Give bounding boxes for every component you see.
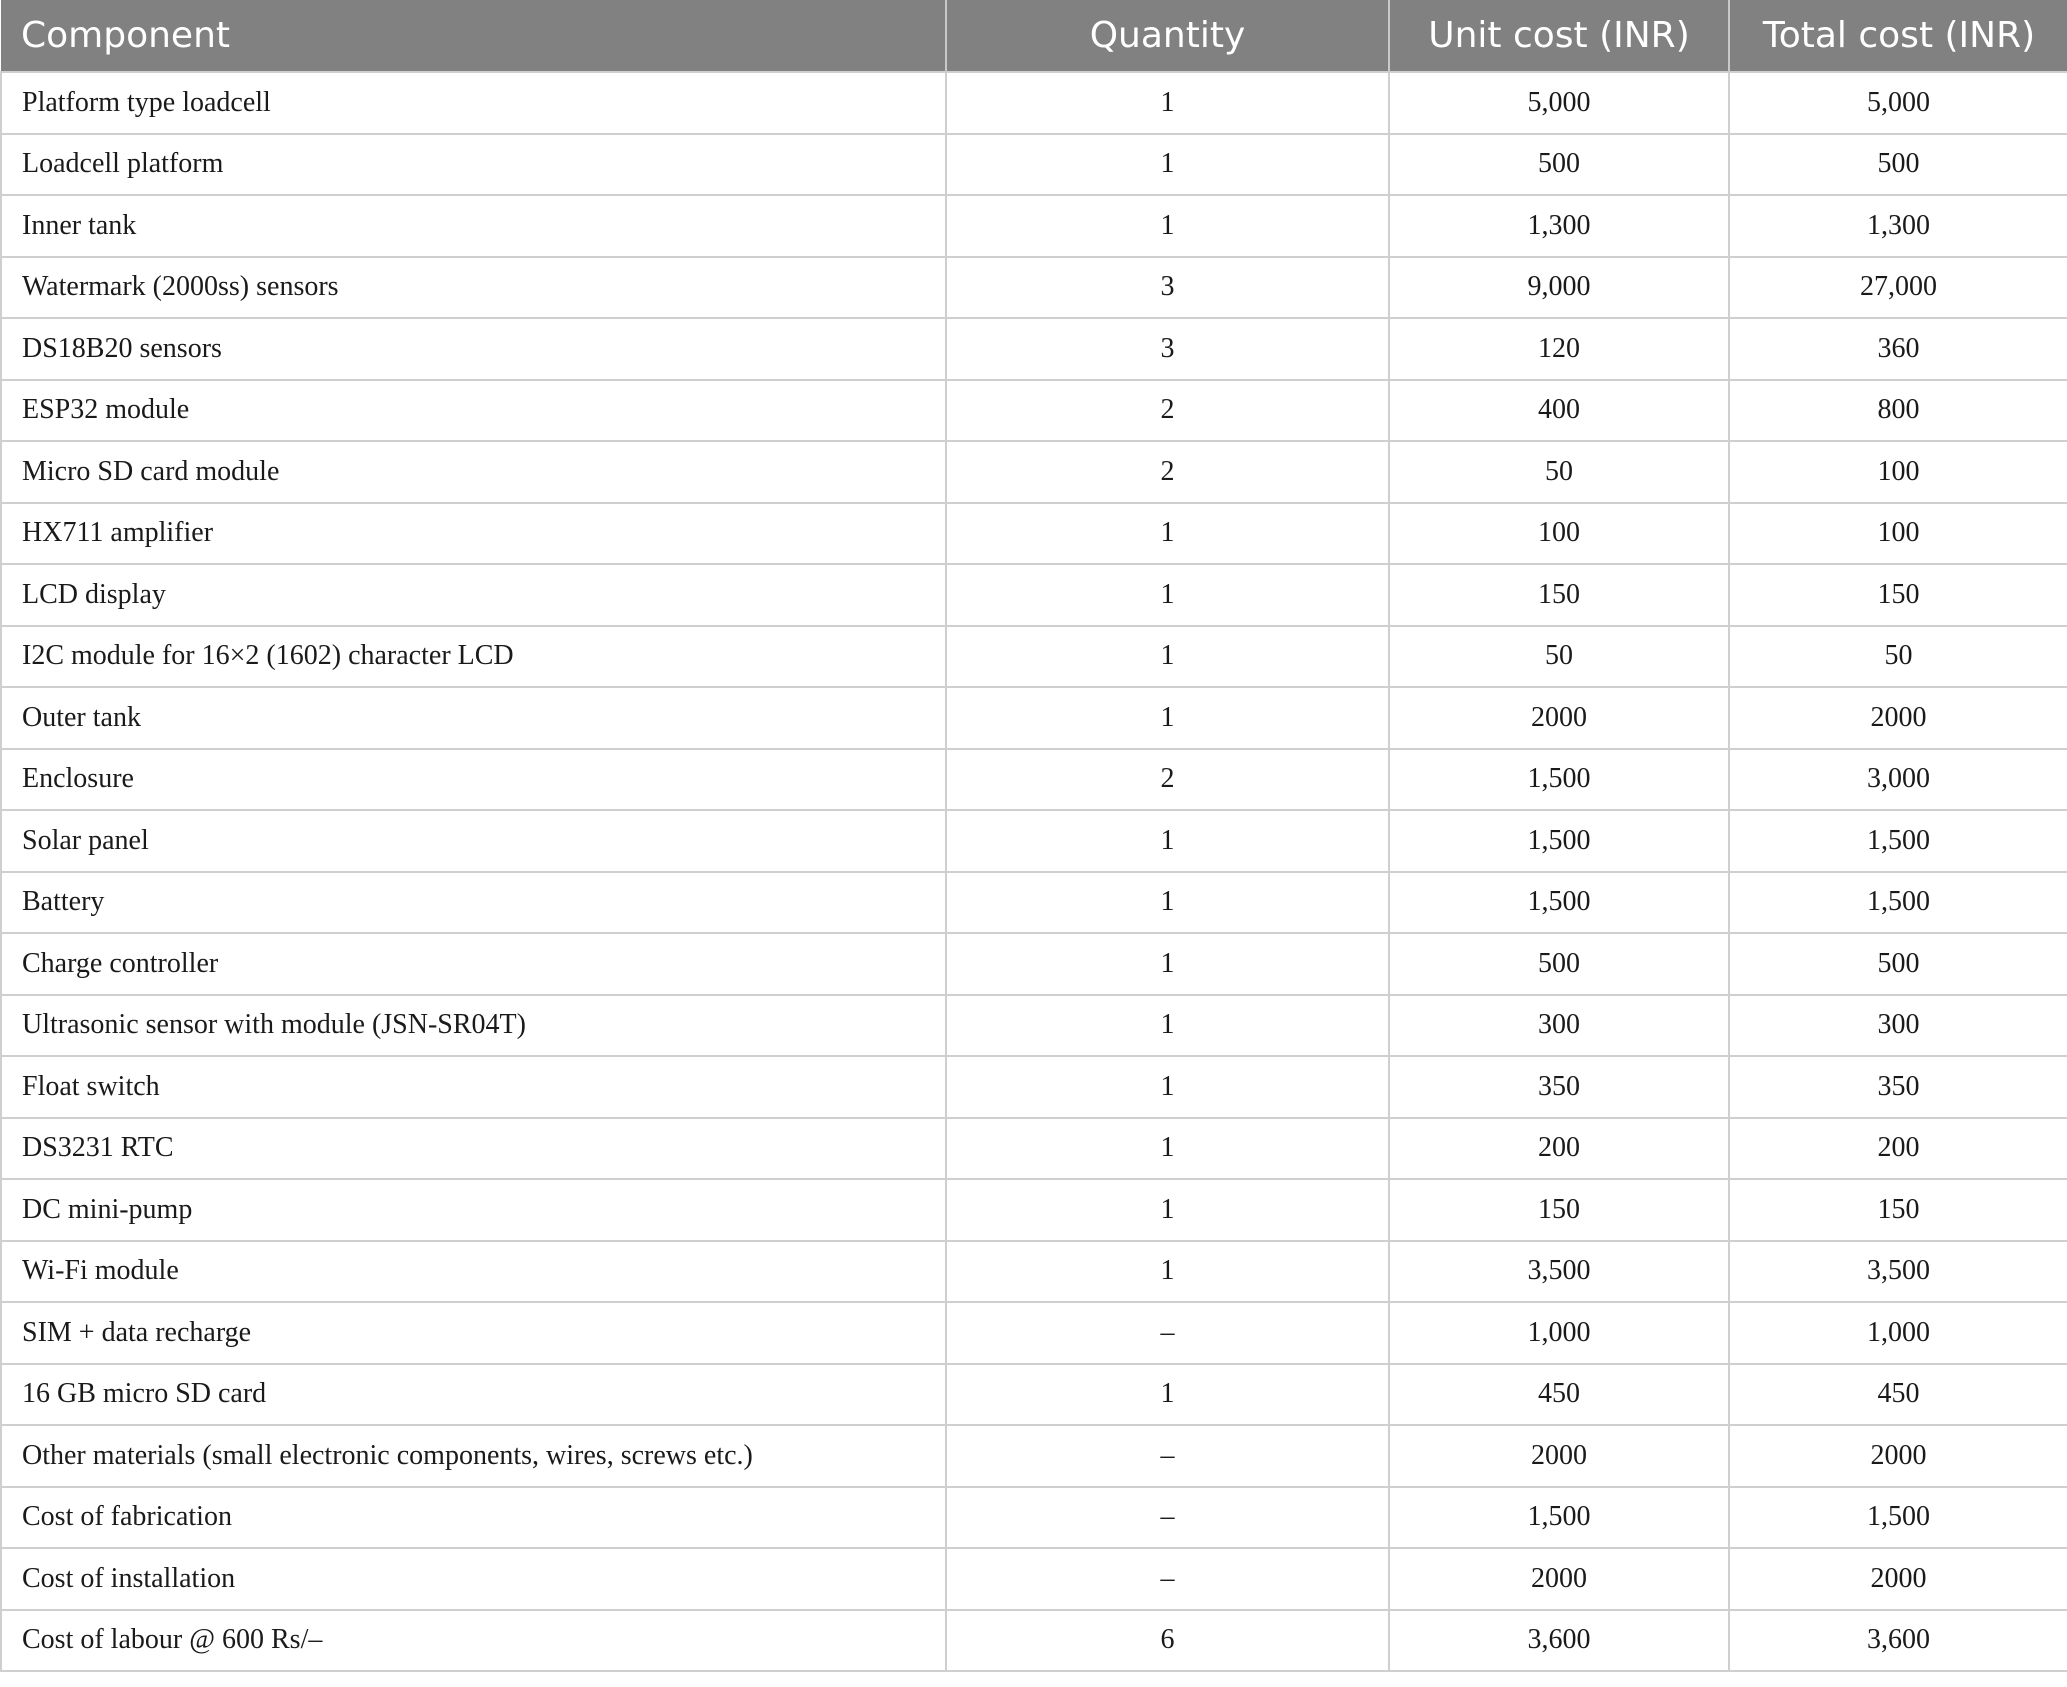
cell-unit-cost: 350	[1389, 1056, 1729, 1118]
table-header	[1, 0, 2067, 72]
table-row	[1, 995, 2067, 1057]
cell-total-cost: 1,500	[1729, 810, 2067, 872]
table-row	[1, 503, 2067, 565]
cell-quantity: 1	[946, 1056, 1389, 1118]
cell-quantity: –	[946, 1302, 1389, 1364]
header-total-cost: Total cost (INR)	[1729, 0, 2067, 72]
cell-component: SIM + data recharge	[1, 1302, 946, 1364]
cell-component: DC mini-pump	[1, 1179, 946, 1241]
cell-quantity: 1	[946, 810, 1389, 872]
cell-quantity: 2	[946, 380, 1389, 442]
cell-total-cost: 100	[1729, 503, 2067, 565]
cell-quantity: 1	[946, 195, 1389, 257]
table-row	[1, 626, 2067, 688]
cell-total-cost: 100	[1729, 441, 2067, 503]
cell-total-cost: 2000	[1729, 1548, 2067, 1610]
table-row	[1, 872, 2067, 934]
cell-total-cost: 200	[1729, 1118, 2067, 1180]
cell-component: Enclosure	[1, 749, 946, 811]
table-row	[1, 1118, 2067, 1180]
cell-total-cost: 500	[1729, 134, 2067, 196]
cell-total-cost: 3,500	[1729, 1241, 2067, 1303]
cell-quantity: 1	[946, 1118, 1389, 1180]
table-row	[1, 1364, 2067, 1426]
cell-total-cost: 800	[1729, 380, 2067, 442]
table-row	[1, 1487, 2067, 1549]
cell-total-cost: 1,500	[1729, 872, 2067, 934]
cell-component: Charge controller	[1, 933, 946, 995]
cell-component: I2C module for 16×2 (1602) character LCD	[1, 626, 946, 688]
cell-quantity: –	[946, 1425, 1389, 1487]
cell-unit-cost: 200	[1389, 1118, 1729, 1180]
cell-component: Watermark (2000ss) sensors	[1, 257, 946, 319]
cell-total-cost: 350	[1729, 1056, 2067, 1118]
cell-unit-cost: 3,500	[1389, 1241, 1729, 1303]
cell-quantity: 1	[946, 503, 1389, 565]
table-row	[1, 810, 2067, 872]
cell-total-cost: 2000	[1729, 687, 2067, 749]
cell-component: Wi-Fi module	[1, 1241, 946, 1303]
cell-unit-cost: 3,600	[1389, 1610, 1729, 1672]
cell-unit-cost: 2000	[1389, 1548, 1729, 1610]
cell-unit-cost: 1,500	[1389, 749, 1729, 811]
cell-quantity: 1	[946, 1179, 1389, 1241]
cell-component: Battery	[1, 872, 946, 934]
cell-total-cost: 50	[1729, 626, 2067, 688]
table-row	[1, 1056, 2067, 1118]
cell-component: Micro SD card module	[1, 441, 946, 503]
cell-unit-cost: 9,000	[1389, 257, 1729, 319]
cell-unit-cost: 400	[1389, 380, 1729, 442]
cell-unit-cost: 300	[1389, 995, 1729, 1057]
cell-component: ESP32 module	[1, 380, 946, 442]
cell-unit-cost: 1,000	[1389, 1302, 1729, 1364]
cell-total-cost: 3,600	[1729, 1610, 2067, 1672]
cell-total-cost: 500	[1729, 933, 2067, 995]
cell-total-cost: 1,000	[1729, 1302, 2067, 1364]
table-row	[1, 134, 2067, 196]
cell-total-cost: 300	[1729, 995, 2067, 1057]
cell-quantity: 1	[946, 1364, 1389, 1426]
cell-unit-cost: 150	[1389, 564, 1729, 626]
cell-component: Inner tank	[1, 195, 946, 257]
table-row	[1, 195, 2067, 257]
cell-total-cost: 150	[1729, 1179, 2067, 1241]
table-body	[1, 72, 2067, 1671]
cell-component: Cost of fabrication	[1, 1487, 946, 1549]
cell-unit-cost: 5,000	[1389, 72, 1729, 134]
cell-unit-cost: 500	[1389, 933, 1729, 995]
cell-quantity: –	[946, 1487, 1389, 1549]
cell-quantity: 1	[946, 134, 1389, 196]
table-row	[1, 687, 2067, 749]
table-row	[1, 257, 2067, 319]
cell-quantity: 1	[946, 872, 1389, 934]
cell-total-cost: 1,300	[1729, 195, 2067, 257]
cell-component: Outer tank	[1, 687, 946, 749]
header-quantity: Quantity	[946, 0, 1389, 72]
cell-component: Platform type loadcell	[1, 72, 946, 134]
cell-total-cost: 5,000	[1729, 72, 2067, 134]
cell-quantity: 3	[946, 318, 1389, 380]
table-row	[1, 564, 2067, 626]
cell-quantity: 1	[946, 995, 1389, 1057]
cell-component: LCD display	[1, 564, 946, 626]
table-row	[1, 441, 2067, 503]
cell-component: HX711 amplifier	[1, 503, 946, 565]
cell-total-cost: 150	[1729, 564, 2067, 626]
table-row	[1, 380, 2067, 442]
table-row	[1, 1610, 2067, 1672]
cell-component: Loadcell platform	[1, 134, 946, 196]
table-row	[1, 1425, 2067, 1487]
cell-unit-cost: 1,500	[1389, 810, 1729, 872]
cell-component: Cost of installation	[1, 1548, 946, 1610]
cell-total-cost: 1,500	[1729, 1487, 2067, 1549]
cell-unit-cost: 50	[1389, 626, 1729, 688]
cell-quantity: 1	[946, 564, 1389, 626]
cell-component: Cost of labour @ 600 Rs/–	[1, 1610, 946, 1672]
header-unit-cost: Unit cost (INR)	[1389, 0, 1729, 72]
cell-component: Solar panel	[1, 810, 946, 872]
cell-total-cost: 2000	[1729, 1425, 2067, 1487]
cell-component: Ultrasonic sensor with module (JSN-SR04T)	[1, 995, 946, 1057]
cell-quantity: 1	[946, 933, 1389, 995]
table-row	[1, 1548, 2067, 1610]
cell-unit-cost: 120	[1389, 318, 1729, 380]
header-row	[1, 0, 2067, 72]
cell-component: Other materials (small electronic components, wires, screws etc.)	[1, 1425, 946, 1487]
cell-quantity: 3	[946, 257, 1389, 319]
cell-quantity: 1	[946, 687, 1389, 749]
cell-total-cost: 360	[1729, 318, 2067, 380]
table-row	[1, 1302, 2067, 1364]
cell-quantity: 1	[946, 72, 1389, 134]
cell-unit-cost: 1,500	[1389, 1487, 1729, 1549]
table-row	[1, 1241, 2067, 1303]
cell-total-cost: 27,000	[1729, 257, 2067, 319]
cell-component: DS3231 RTC	[1, 1118, 946, 1180]
cell-quantity: 1	[946, 1241, 1389, 1303]
table-row	[1, 933, 2067, 995]
cell-unit-cost: 2000	[1389, 687, 1729, 749]
cell-unit-cost: 150	[1389, 1179, 1729, 1241]
cell-component: 16 GB micro SD card	[1, 1364, 946, 1426]
cell-component: DS18B20 sensors	[1, 318, 946, 380]
cell-unit-cost: 450	[1389, 1364, 1729, 1426]
cell-quantity: –	[946, 1548, 1389, 1610]
cell-unit-cost: 100	[1389, 503, 1729, 565]
cell-quantity: 1	[946, 626, 1389, 688]
cell-unit-cost: 2000	[1389, 1425, 1729, 1487]
cell-quantity: 2	[946, 441, 1389, 503]
table-row	[1, 749, 2067, 811]
cell-quantity: 2	[946, 749, 1389, 811]
table-row	[1, 72, 2067, 134]
cell-total-cost: 450	[1729, 1364, 2067, 1426]
cell-quantity: 6	[946, 1610, 1389, 1672]
table-row	[1, 318, 2067, 380]
cell-unit-cost: 50	[1389, 441, 1729, 503]
cell-unit-cost: 1,300	[1389, 195, 1729, 257]
table-row	[1, 1179, 2067, 1241]
cell-total-cost: 3,000	[1729, 749, 2067, 811]
cell-component: Float switch	[1, 1056, 946, 1118]
cell-unit-cost: 500	[1389, 134, 1729, 196]
cell-unit-cost: 1,500	[1389, 872, 1729, 934]
header-component: Component	[21, 15, 231, 56]
